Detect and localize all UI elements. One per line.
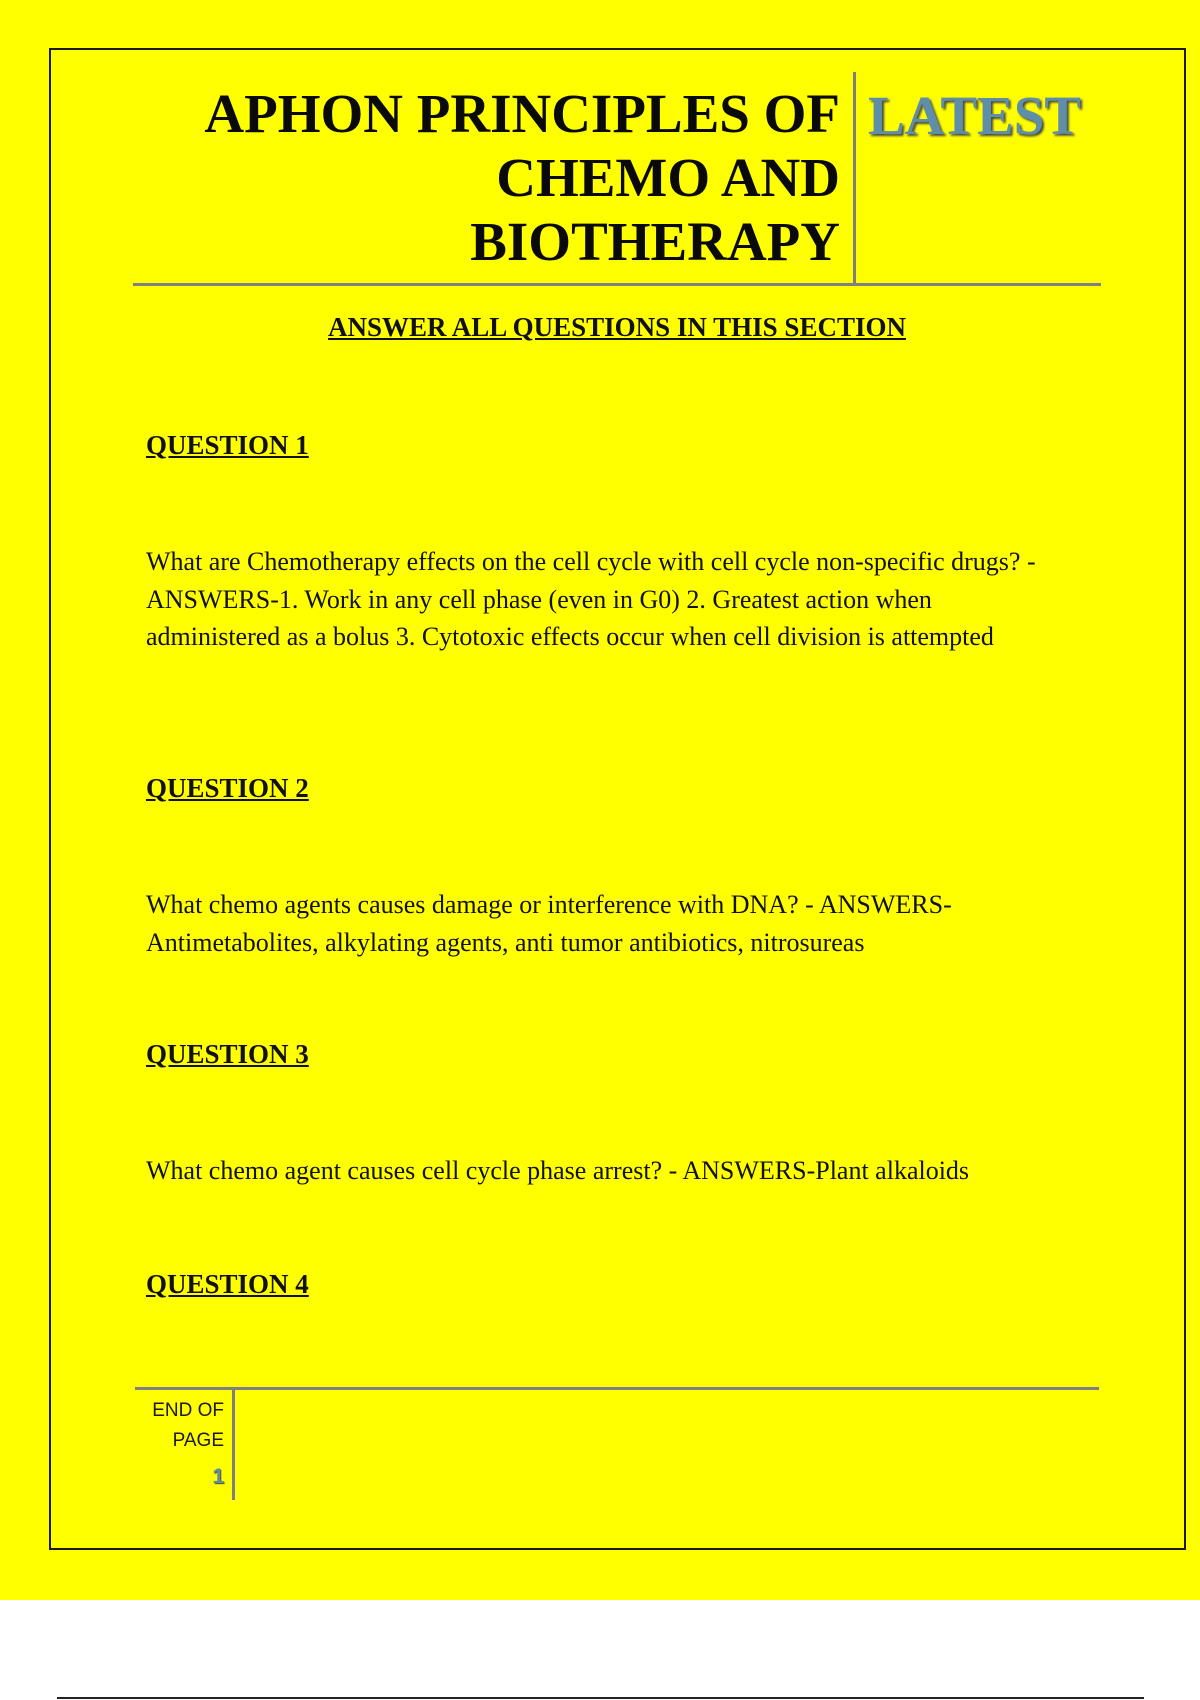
page-number: 1: [212, 1465, 224, 1488]
question-1-text: What are Chemotherapy effects on the cell cycle with cell cycle non-specific drugs? - ANSWERS-1. Work in any cell phase (even in G0) 2. Greatest action when administered as a bolus 3. Cytotoxic effects occur when cell division is attempted: [146, 547, 1036, 651]
footer-rule: [135, 1387, 1099, 1390]
question-3-label: QUESTION 3: [146, 1039, 309, 1069]
question-4-label: QUESTION 4: [146, 1269, 309, 1299]
latest-badge: LATEST: [868, 85, 1081, 146]
document-title: [130, 82, 840, 274]
bottom-rule: [57, 1697, 1144, 1699]
question-2-text: What chemo agents causes damage or interference with DNA? - ANSWERS-Antimetabolites, alkylating agents, anti tumor antibiotics, nitrosureas: [146, 890, 952, 957]
end-of-page-label: [140, 1396, 224, 1456]
end-of-page-line-1: END OF: [152, 1400, 224, 1421]
section-heading: ANSWER ALL QUESTIONS IN THIS SECTION: [328, 312, 906, 342]
end-of-page-line-2: PAGE: [172, 1430, 224, 1451]
title-line-1: APHON PRINCIPLES OF: [204, 83, 840, 144]
question-3-text: What chemo agent causes cell cycle phase arrest? - ANSWERS-Plant alkaloids: [146, 1156, 970, 1185]
title-divider: [853, 72, 856, 284]
title-line-2: CHEMO AND: [496, 147, 840, 208]
title-line-3: BIOTHERAPY: [470, 211, 840, 272]
question-1-label: QUESTION 1: [146, 430, 309, 460]
question-2-label: QUESTION 2: [146, 773, 309, 803]
footer-divider: [232, 1390, 235, 1500]
header-rule: [133, 283, 1101, 286]
